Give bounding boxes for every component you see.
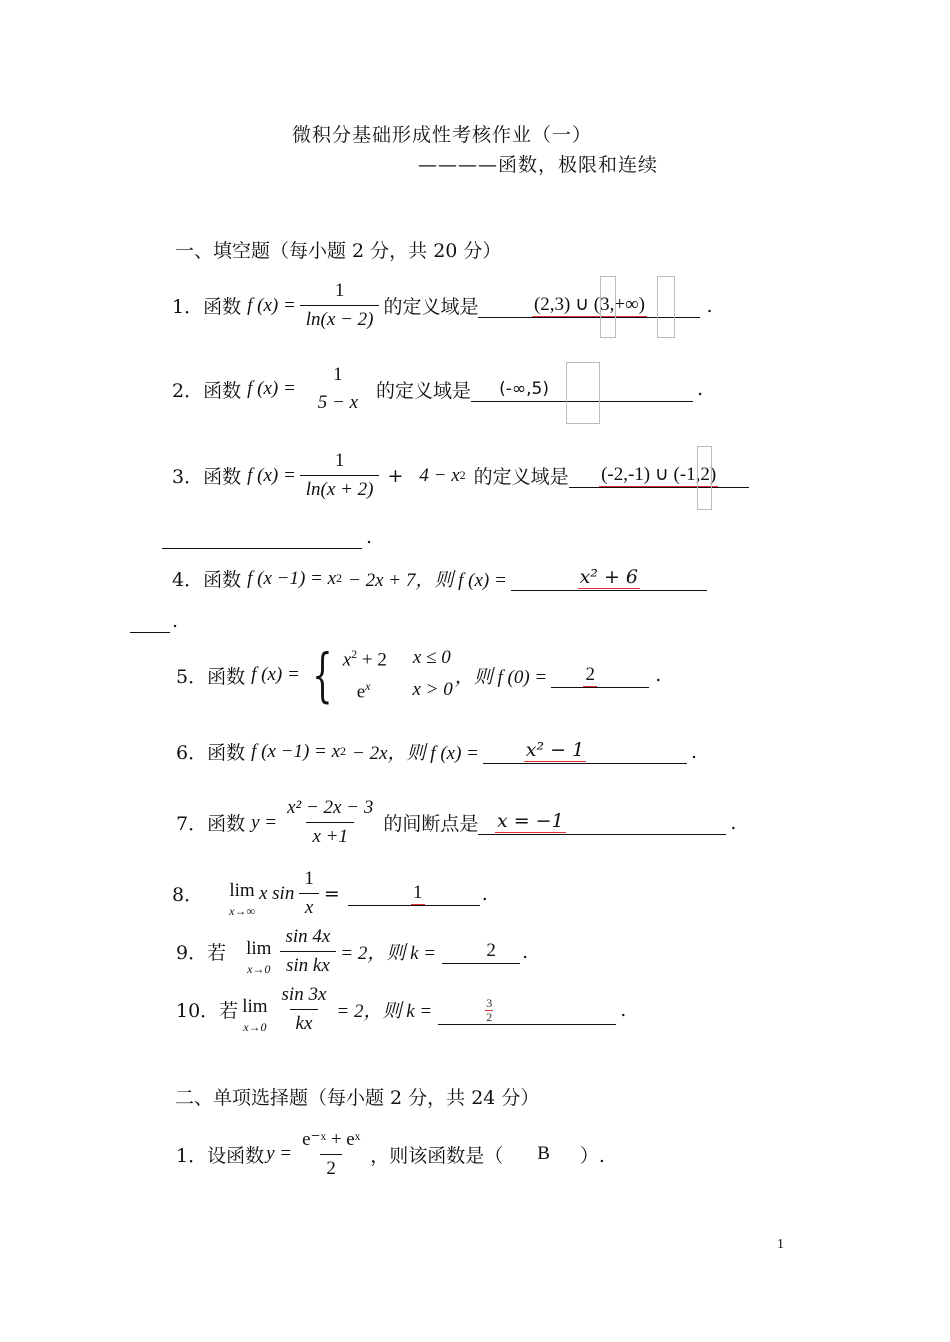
question-6 <box>176 738 697 765</box>
answer-text: (-2,-1) ∪ (-1,2) <box>601 464 717 485</box>
period: . <box>366 525 373 548</box>
question-number: 10．若 <box>176 1000 239 1022</box>
section-heading-fill-in: 一、填空题（每小题 2 分，共 20 分） <box>175 240 502 262</box>
function-lhs: f (x) = <box>247 294 296 316</box>
lim-text: lim <box>229 880 255 901</box>
sqrt-expression: 4 − x <box>419 464 460 486</box>
answer-numerator: 3 <box>486 996 493 1010</box>
case-expression-tail: + 2 <box>361 649 387 670</box>
answer-text: x² + 6 <box>579 566 639 588</box>
answer-text: 1 <box>413 882 423 903</box>
question-number: 1．函数 <box>172 296 242 318</box>
denominator: ln(x − 2) <box>300 305 380 331</box>
equals-sign: = <box>323 882 340 905</box>
period: . <box>697 378 704 400</box>
question-5 <box>176 641 662 709</box>
numerator: x² − 2x − 3 <box>287 797 374 818</box>
exponent: 2 <box>351 646 358 661</box>
answer-text: x = −1 <box>496 810 564 832</box>
denominator: sin kx <box>280 951 336 977</box>
lim-subscript: x→0 <box>247 962 271 976</box>
equation-text: = 2，则 k = <box>336 1001 433 1022</box>
exponent: 2 <box>340 744 347 758</box>
limit-expression: x sin <box>258 882 295 904</box>
answer-text: 2 <box>585 663 595 685</box>
piecewise-definition <box>304 641 453 709</box>
choice-answer[interactable]: B <box>537 1143 550 1164</box>
question-4 <box>172 565 707 592</box>
answer-text: (-∞,5) <box>499 378 549 399</box>
numerator: sin 3x <box>281 984 327 1005</box>
page-title: 微积分基础形成性考核作业（一） <box>292 124 593 146</box>
limit-operator <box>229 868 255 919</box>
period: . <box>172 609 179 632</box>
denominator: ln(x + 2) <box>300 475 380 501</box>
answer-blank[interactable] <box>438 994 616 1025</box>
answer-blank-continued[interactable] <box>130 608 170 633</box>
period: . <box>620 998 627 1021</box>
function-lhs: f (x −1) = x <box>247 567 337 589</box>
equation-text: = 2，则 k = <box>340 943 437 964</box>
fraction <box>296 1128 366 1180</box>
limit-operator <box>242 984 267 1035</box>
page-subtitle: ————函数，极限和连续 <box>418 154 659 176</box>
question-7 <box>176 797 736 848</box>
lim-text: lim <box>246 938 272 959</box>
numerator: sin 4x <box>285 926 331 947</box>
denominator: x <box>299 893 319 919</box>
question-number: 7．函数 <box>176 813 246 835</box>
fraction <box>312 364 364 414</box>
prompt-text: ，则该函数是（ <box>370 1144 504 1167</box>
answer-text: (2,3) ∪ (3,+∞) <box>533 294 645 315</box>
exponent: 2 <box>459 468 466 482</box>
question-number: 9．若 <box>176 942 227 964</box>
prompt-text: 的定义域是 <box>473 466 569 488</box>
period: . <box>706 294 713 317</box>
function-lhs: f (x −1) = x <box>251 740 341 762</box>
question-3-continuation <box>162 524 372 549</box>
answer-blank[interactable] <box>442 939 520 964</box>
question-number: 2．函数 <box>172 379 242 402</box>
denominator: 5 − x <box>317 392 359 413</box>
question-number: 1．设函数 <box>176 1144 265 1167</box>
numerator: e⁻ˣ + eˣ <box>302 1129 361 1150</box>
numerator: 1 <box>334 450 345 471</box>
case-row-2 <box>343 679 453 703</box>
question-3 <box>172 450 749 501</box>
answer-blank[interactable] <box>483 739 687 764</box>
period: . <box>730 811 737 834</box>
question-1 <box>172 280 713 331</box>
answer-blank[interactable] <box>551 663 649 688</box>
answer-blank[interactable] <box>478 810 726 835</box>
exponent: 2 <box>336 571 343 585</box>
period: . <box>522 940 529 963</box>
answer-blank[interactable] <box>348 881 480 906</box>
answer-blank[interactable] <box>511 566 707 591</box>
answer-fraction <box>485 997 493 1024</box>
function-lhs: y = <box>266 1143 293 1164</box>
question-2 <box>172 364 703 414</box>
lim-subscript: x→∞ <box>229 904 255 918</box>
denominator: 2 <box>320 1154 342 1180</box>
text-cursor-marker <box>657 276 675 338</box>
case-row-1 <box>343 647 453 671</box>
function-lhs: f (x) = <box>251 664 300 685</box>
closing-paren: ）. <box>579 1144 605 1167</box>
period: . <box>655 664 662 686</box>
answer-blank-continued[interactable] <box>162 524 362 549</box>
case-expression: e <box>356 681 366 703</box>
fraction <box>298 868 320 919</box>
numerator: 1 <box>304 868 314 889</box>
answer-text: 2 <box>486 940 496 961</box>
fraction <box>300 450 380 501</box>
fraction <box>279 926 336 977</box>
section-heading-multiple-choice: 二、单项选择题（每小题 2 分，共 24 分） <box>175 1087 540 1109</box>
denominator: x +1 <box>306 822 354 848</box>
function-rhs: − 2x，则 f (x) = <box>352 743 479 764</box>
exponent: x <box>365 679 371 693</box>
prompt-text: ，则 f (0) = <box>454 666 548 688</box>
lim-subscript: x→0 <box>243 1020 267 1034</box>
question-8 <box>172 868 488 919</box>
plus-sign: + <box>387 464 404 487</box>
limit-operator <box>246 926 271 977</box>
case-expression: x <box>342 649 352 670</box>
function-lhs: y = <box>251 811 278 833</box>
function-lhs: f (x) = <box>247 378 296 399</box>
prompt-text: 的定义域是 <box>376 379 472 402</box>
fraction <box>300 280 380 331</box>
left-brace: { <box>312 641 333 709</box>
period: . <box>691 740 698 763</box>
case-condition: x ≤ 0 <box>412 646 451 668</box>
question-9 <box>176 926 528 977</box>
text-cursor-marker <box>566 362 600 424</box>
question-number: 8． <box>172 884 204 906</box>
choice-question-1 <box>176 1128 605 1180</box>
question-number: 5．函数 <box>176 665 246 688</box>
fraction <box>281 797 379 848</box>
answer-blank[interactable] <box>569 463 749 488</box>
lim-text: lim <box>242 996 268 1017</box>
question-10 <box>176 984 626 1035</box>
answer-denominator: 2 <box>486 1010 493 1024</box>
question-4-continuation <box>130 608 178 633</box>
prompt-text: 的定义域是 <box>383 296 479 318</box>
answer-text: x² − 1 <box>525 739 585 761</box>
question-number: 4．函数 <box>172 569 242 591</box>
case-condition: x > 0 <box>412 679 453 700</box>
period: . <box>481 882 488 905</box>
page-number: 1 <box>777 1237 784 1252</box>
text-cursor-marker <box>697 446 712 510</box>
numerator: 1 <box>334 280 345 301</box>
fraction <box>276 984 333 1035</box>
function-rhs: − 2x + 7，则 f (x) = <box>348 570 507 591</box>
question-number: 6．函数 <box>176 742 246 764</box>
question-number: 3．函数 <box>172 466 242 488</box>
prompt-text: 的间断点是 <box>383 813 479 835</box>
text-cursor-marker <box>600 276 616 338</box>
function-lhs: f (x) = <box>247 464 296 486</box>
numerator: 1 <box>333 364 343 385</box>
denominator: kx <box>290 1009 319 1035</box>
